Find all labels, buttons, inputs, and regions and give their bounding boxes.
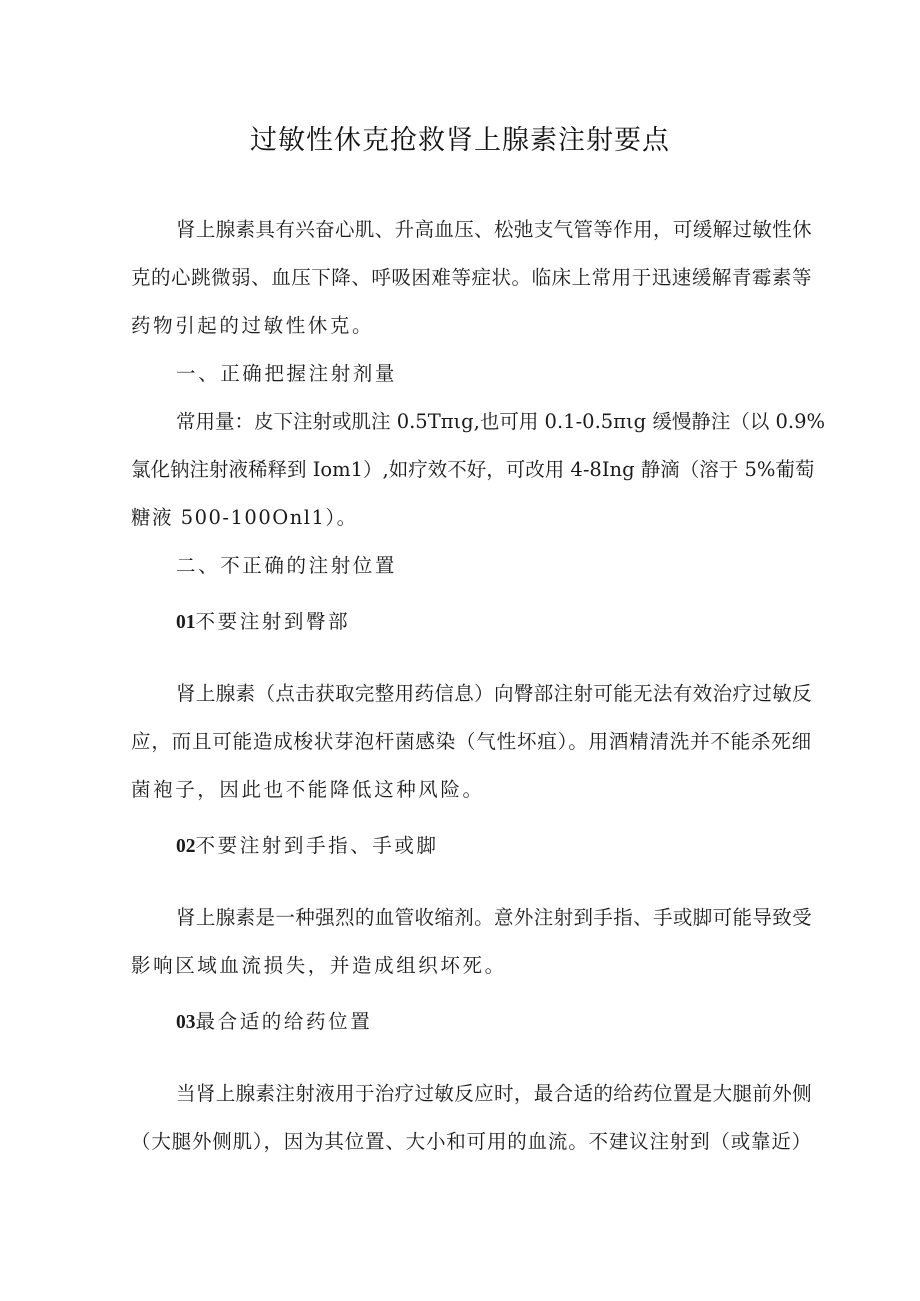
paragraph-5-line-1: 当肾上腺素注射液用于治疗过敏反应时，最合适的给药位置是大腿前外侧 <box>176 1082 812 1105</box>
paragraph-3-line-1: 肾上腺素（点击获取完整用药信息）向臀部注射可能无法有效治疗过敏反 <box>176 682 812 705</box>
subheading-03-label: 最合适的给药位置 <box>195 1010 373 1033</box>
section-2-heading: 二、不正确的注射位置 <box>176 554 398 577</box>
subheading-03-number: 03 <box>176 1012 196 1033</box>
subheading-01 <box>176 607 350 638</box>
paragraph-2-line-1: 常用量：皮下注射或肌注 0.5Tπιg,也可用 0.1-0.5πιg 缓慢静注（以 0.9% <box>176 410 826 433</box>
subheading-02-label: 不要注射到手指、手或脚 <box>195 834 439 857</box>
paragraph-4-line-1: 肾上腺素是一种强烈的血管收缩剂。意外注射到手指、手或脚可能导致受 <box>176 906 812 929</box>
paragraph-3-line-3: 菌袍子，因此也不能降低这种风险。 <box>131 778 485 801</box>
paragraph-3-line-2: 应，而且可能造成梭状芽泡杆菌感染（气性坏疽）。用酒精清洗并不能杀死细 <box>131 730 812 753</box>
page-title: 过敏性休克抢救肾上腺素注射要点 <box>250 125 670 156</box>
subheading-03 <box>176 1007 372 1038</box>
paragraph-4-line-2: 影响区域血流损失，并造成组织坏死。 <box>131 954 507 977</box>
section-1-heading: 一、正确把握注射剂量 <box>176 362 398 385</box>
subheading-01-label: 不要注射到臀部 <box>195 610 351 633</box>
subheading-01-number: 01 <box>176 612 196 633</box>
paragraph-1-line-1: 肾上腺素具有兴奋心肌、升高血压、松弛支气管等作用，可缓解过敏性休 <box>176 218 812 241</box>
paragraph-5-line-2: （大腿外侧肌），因为其位置、大小和可用的血流。不建议注射到（或靠近） <box>131 1130 812 1153</box>
paragraph-2-line-3: 糖液 500-100Onl1）。 <box>131 506 358 529</box>
paragraph-2-line-2: 氯化钠注射液稀释到 Iom1）,如疗效不好，可改用 4-8Ing 静滴（溶于 5%葡萄 <box>131 458 815 481</box>
subheading-02-number: 02 <box>176 836 196 857</box>
subheading-02 <box>176 831 439 862</box>
paragraph-1-line-3: 药物引起的过敏性休克。 <box>131 314 375 337</box>
paragraph-1-line-2: 克的心跳微弱、血压下降、呼吸困难等症状。临床上常用于迅速缓解青霉素等 <box>131 266 812 289</box>
